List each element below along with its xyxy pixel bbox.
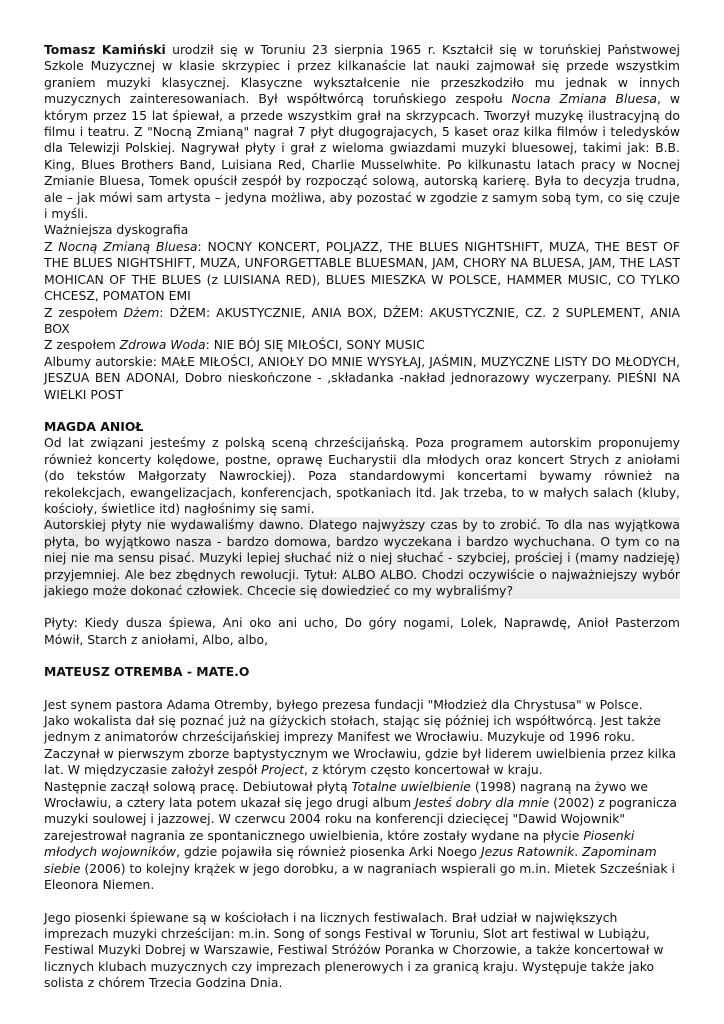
band-name: Project xyxy=(261,762,305,778)
kaminski-bio xyxy=(44,42,680,222)
text-run: , gdzie pojawiła się również piosenka Arki Noego xyxy=(176,844,481,860)
disc-text: : NIE BÓJ SIĘ MIŁOŚCI, SONY MUSIC xyxy=(205,337,425,353)
discography-title: Ważniejsza dyskografia xyxy=(44,222,189,238)
disc-prefix: Z xyxy=(44,238,59,254)
disc-band: Zdrowa Woda xyxy=(119,337,206,353)
section-heading-mateusz: MATEUSZ OTREMBA - MATE.O xyxy=(44,664,250,680)
bio-text-b: , w którym przez 15 lat śpiewał, a przede wszystkim grał na skrzypcach. Tworzył muzykę ilustracyjną do filmu i teatru. Z "Nocną Zmianą" nagrał 7 płyt długograjacych, 5 kaset oraz kilka filmów i teledysków dla Telewizji Polskiej. Nagrywał płyty i grał z wieloma gwiazdami muzyki bluesowej, takimi jak: B.B. King, Blues Brothers Band, Luisiana Red, Charlie Musselwhite. Po kilkunastu latach pracy w Nocnej Zmianie Bluesa, Tomek opuścił zespół by rozpocząć solową, autorską karierę. Była to decyzja trudna, ale – jak mówi sam artysta – jedyna możliwa, aby pozostać w zgodzie z samym sobą tym, co się czuje i myśli. xyxy=(44,91,680,222)
disc-text: : NOCNY KONCERT, POLJAZZ, THE BLUES NIGHTSHIFT, MUZA, THE BEST OF THE BLUES NIGHTSHIFT, MUZA, UNFORGETTABLE BLUESMAN, JAM, CHORY NA BLUESA, JAM, THE LAST MOHICAN OF THE BLUES (z LUISIANA RED), BLUES MIESZKA W POLSCE, HAMMER MUSIC, CO TYLKO CHCESZ, POMATON EMI xyxy=(44,238,681,304)
text-run: . xyxy=(574,844,583,860)
disc-band: Nocną Zmianą Bluesa xyxy=(58,238,198,254)
text-run: (2002) z pogranicza muzyki soulowej i jazzowej. W czerwcu 2004 roku na konferencji dziecięcej "Dawid Wojownik" zarejestrował nagrania ze spontanicznego uwielbienia, które zostały wydane na płycie xyxy=(44,795,677,843)
discography-item-dzem xyxy=(44,305,680,338)
mateusz-paragraph-3 xyxy=(44,779,680,894)
text-run: (1998) nagraną na żywo we Wrocławiu, a cztery lata potem ukazał się jego drugi album xyxy=(44,778,649,811)
album-title: Piosenki młodych wojowników xyxy=(44,827,635,860)
discography-item-nocna xyxy=(44,239,680,305)
text-run: (2006) to kolejny krążek w jego dorobku, a w nagraniach wspierali go m.in. Mietek Szcześniak i Eleonora Niemen. xyxy=(44,860,675,893)
discography-item-zdrowa-woda xyxy=(44,337,680,353)
text-run: Następnie zaczął solową pracę. Debiutował płytą xyxy=(44,778,352,794)
disc-band: Dżem xyxy=(123,304,160,320)
disc-prefix: Z zespołem xyxy=(44,304,124,320)
album-title: Zapominam siebie xyxy=(44,844,657,876)
magda-paragraph-2: Autorskiej płyty nie wydawaliśmy dawno. Dlatego najwyższy czas by to zrobić. To dla nas wyjątkowa płyta, bo wyjątkowo nasza - bardzo domowa, bardzo wyczekana i bardzo wychuchana. O tym co na niej nie ma sensu pisać. Muzyki lepiej słuchać niż o niej słuchać - szybciej, prościej i (mamy nadzieję) przyjemniej. Ale bez zbędnych rewolucji. Tytuł: ALBO ALBO. Chodzi oczywiście o najważniejszy wybór jakiego może dokonać człowiek. Chcecie się dowiedzieć co my wybraliśmy? xyxy=(44,517,680,598)
bio-text-a: urodził się w Toruniu 23 sierpnia 1965 r. Kształcił się w toruńskiej Państwowej Szkole Muzycznej w klasie skrzypiec i przez kilkanaście lat nauki zajmował się przede wszystkim graniem muzyki klasycznej. Klasyczne wykształcenie nie przeszkodziło mu jednak w innych muzycznych zainteresowaniach. Był współtwórcą toruńskiego zespołu xyxy=(44,42,680,107)
album-title: Jesteś dobry dla mnie xyxy=(415,795,550,811)
disc-prefix: Z zespołem xyxy=(44,337,120,353)
document-page xyxy=(44,42,680,992)
magda-paragraph-1: Od lat związani jesteśmy z polską sceną chrześcijańską. Poza programem autorskim proponujemy również koncerty kolędowe, postne, oprawę Eucharystii dla młodych oraz koncert Strych z aniołami (do tekstów Małgorzaty Nawrockiej). Poza standardowymi koncertami bywamy również na rekolekcjach, ewangelizacjach, konferencjach, spotkaniach itd. Jak trzeba, to w małych salach (kluby, kościoły, świetlice itd) nagłośnimy się sami. xyxy=(44,435,680,516)
text-run: Jako wokalista dał się poznać już na giżyckich stołach, stając się później ich współtwórcą. Jest także jednym z animatorów chrześcijańskiej imprezy Manifest we Wrocławiu. Muzykuje od 1996 roku. Zaczynał w pierwszym zborze baptystycznym we Wrocławiu, gdzie był liderem uwielbienia przez kilka lat. W międzyczasie założył zespół xyxy=(44,713,677,778)
disc-text: : DŻEM: AKUSTYCZNIE, ANIA BOX, DŻEM: AKUSTYCZNIE, CZ. 2 SUPLEMENT, ANIA BOX xyxy=(44,304,681,336)
song-title: Jezus Ratownik xyxy=(480,844,575,860)
discography-item-albums: Albumy autorskie: MAŁE MIŁOŚCI, ANIOŁY DO MNIE WYSYŁAJ, JAŚMIN, MUZYCZNE LISTY DO MŁODYCH, JESZUA BEN ADONAI, Dobro nieskończone - ,składanka -nakład jednorazowy wyczerpany. PIEŚNI NA WIELKI POST xyxy=(44,353,680,402)
kaminski-name: Tomasz Kamiński xyxy=(44,42,166,57)
section-heading-magda: MAGDA ANIOŁ xyxy=(44,418,144,434)
band-name: Nocna Zmiana Bluesa xyxy=(511,91,657,107)
mateusz-paragraph-1: Jest synem pastora Adama Otremby, byłego prezesa fundacji "Młodzież dla Chrystusa" w Polsce. xyxy=(44,696,643,712)
mateusz-paragraph-2 xyxy=(44,713,680,779)
mateusz-paragraph-4: Jego piosenki śpiewane są w kościołach i na licznych festiwalach. Brał udział w największych imprezach muzyki chrześcijan: m.in. Song of songs Festival w Toruniu, Slot art festiwal w Lubiążu, Festiwal Muzyki Dobrej w Warszawie, Festiwal Stróżów Poranka w Chorzowie, a także koncertował w licznych klubach muzycznych czy imprezach plenerowych i za granicą kraju. Występuje także jako solista z chórem Trzecia Godzina Dnia. xyxy=(44,909,664,991)
album-title: Totalne uwielbienie xyxy=(351,778,471,794)
text-run: , z którym często koncertował w kraju. xyxy=(304,762,543,778)
magda-albums: Płyty: Kiedy dusza śpiewa, Ani oko ani ucho, Do góry nogami, Lolek, Naprawdę, Anioł Pasterzom Mówił, Starch z aniołami, Albo, albo, xyxy=(44,615,680,647)
